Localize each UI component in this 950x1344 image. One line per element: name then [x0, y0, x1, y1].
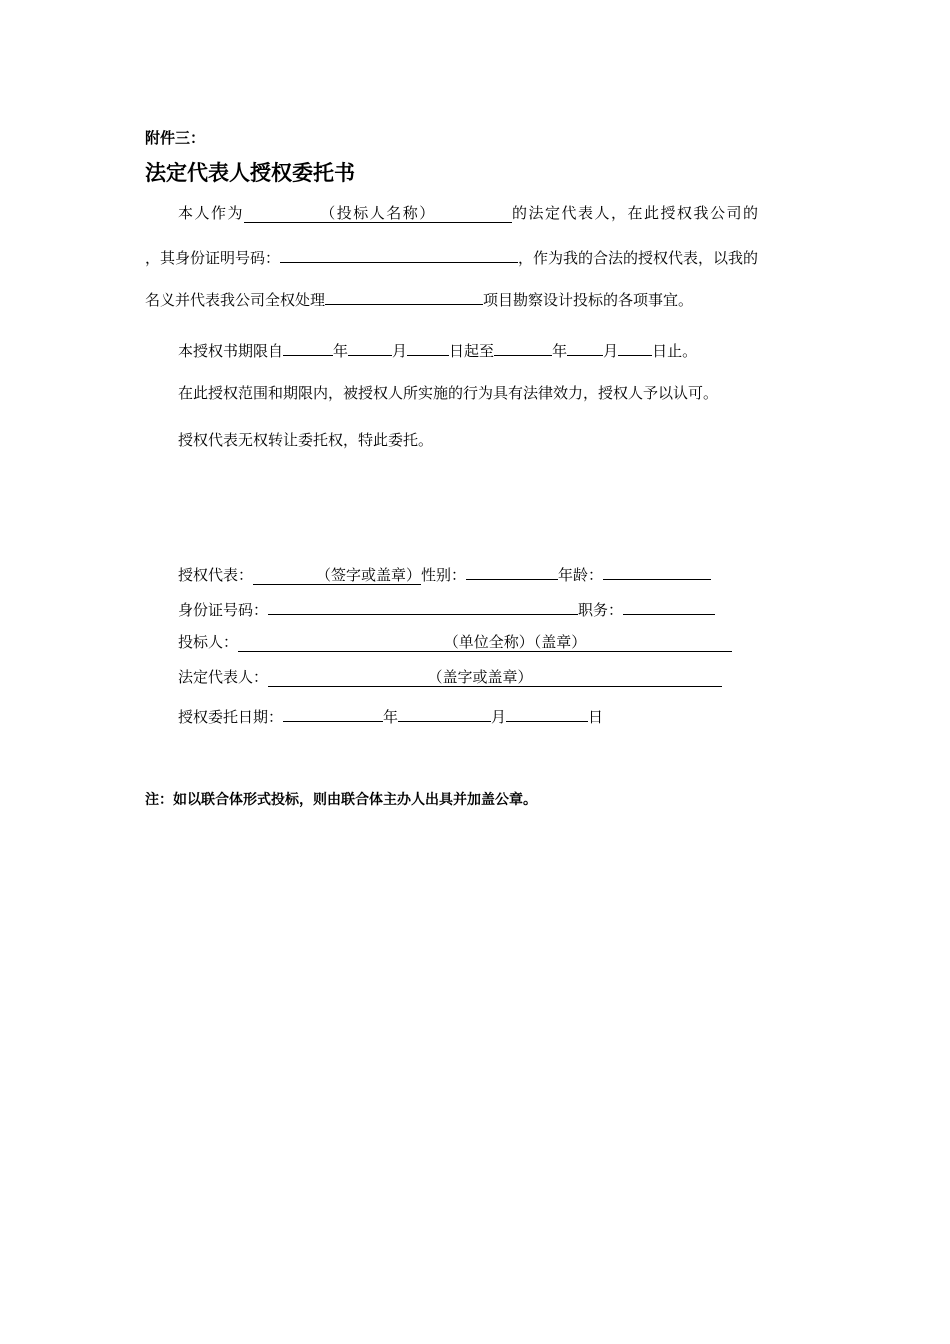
- bidder-row: [178, 632, 732, 652]
- para1-line2: [145, 245, 758, 268]
- period-end: 日止。: [652, 342, 698, 360]
- project-name-blank[interactable]: [325, 287, 483, 305]
- legal-rep-row: [178, 667, 722, 687]
- gender-blank[interactable]: [466, 562, 558, 580]
- date-day: 日: [588, 708, 604, 726]
- para1-line1-suffix: 的法定代表人，在此授权我公司的: [512, 204, 760, 222]
- age-label: 年龄：: [558, 566, 604, 584]
- bidder-label: 投标人：: [178, 633, 239, 651]
- para1-line3-suffix: 项目勘察设计投标的各项事宜。: [483, 291, 694, 309]
- gender-label: 性别：: [421, 566, 467, 584]
- end-month-blank[interactable]: [567, 338, 603, 356]
- date-label: 授权委托日期：: [178, 708, 284, 726]
- id-number-blank[interactable]: [280, 245, 518, 263]
- id-row: [178, 597, 715, 620]
- period-line: [178, 338, 697, 361]
- date-year: 年: [383, 708, 399, 726]
- end-day-blank[interactable]: [618, 338, 652, 356]
- start-year-blank[interactable]: [283, 338, 333, 356]
- para1-line1-prefix: 本人作为: [178, 204, 245, 222]
- position-blank[interactable]: [623, 597, 715, 615]
- bidder-name-blank[interactable]: [244, 204, 512, 223]
- start-day-blank[interactable]: [407, 338, 449, 356]
- bidder-hint: （单位全称）（盖章）: [443, 633, 587, 651]
- para1-line1: [178, 203, 760, 223]
- id-label: 身份证号码：: [178, 601, 269, 619]
- rep-id-blank[interactable]: [268, 597, 578, 615]
- para1-line2-suffix: ，作为我的合法的授权代表，以我的: [518, 249, 759, 267]
- bidder-seal-blank[interactable]: [238, 633, 732, 652]
- date-day-blank[interactable]: [506, 704, 588, 722]
- date-row: [178, 704, 603, 727]
- rep-hint: （签字或盖章）: [316, 566, 422, 584]
- bidder-name-hint: （投标人名称）: [320, 204, 436, 222]
- rep-signature-blank[interactable]: [253, 566, 421, 585]
- rep-label: 授权代表：: [178, 566, 254, 584]
- para1-line3: [145, 287, 693, 310]
- position-label: 职务：: [578, 601, 624, 619]
- no-transfer-text: 授权代表无权转让委托权，特此委托。: [178, 431, 434, 449]
- period-day-to: 日起至: [449, 342, 495, 360]
- period-month1: 月: [392, 342, 408, 360]
- legal-rep-signature-blank[interactable]: [268, 668, 722, 687]
- rep-row: [178, 562, 711, 585]
- legal-rep-hint: （盖字或盖章）: [427, 668, 533, 686]
- para1-line3-prefix: 名义并代表我公司全权处理: [145, 291, 326, 309]
- period-month2: 月: [603, 342, 619, 360]
- note-text: 注：如以联合体形式投标，则由联合体主办人出具并加盖公章。: [145, 792, 537, 808]
- date-month: 月: [491, 708, 507, 726]
- para1-line2-prefix: ，其身份证明号码：: [145, 249, 281, 267]
- legal-rep-label: 法定代表人：: [178, 668, 269, 686]
- end-year-blank[interactable]: [494, 338, 552, 356]
- scope-text: 在此授权范围和期限内，被授权人所实施的行为具有法律效力，授权人予以认可。: [178, 384, 719, 402]
- document-title: 法定代表人授权委托书: [145, 161, 355, 185]
- period-prefix: 本授权书期限自: [178, 342, 284, 360]
- attachment-label: 附件三：: [145, 129, 206, 147]
- period-year2: 年: [552, 342, 568, 360]
- date-month-blank[interactable]: [398, 704, 491, 722]
- age-blank[interactable]: [603, 562, 711, 580]
- date-year-blank[interactable]: [283, 704, 383, 722]
- period-year1: 年: [333, 342, 349, 360]
- start-month-blank[interactable]: [348, 338, 392, 356]
